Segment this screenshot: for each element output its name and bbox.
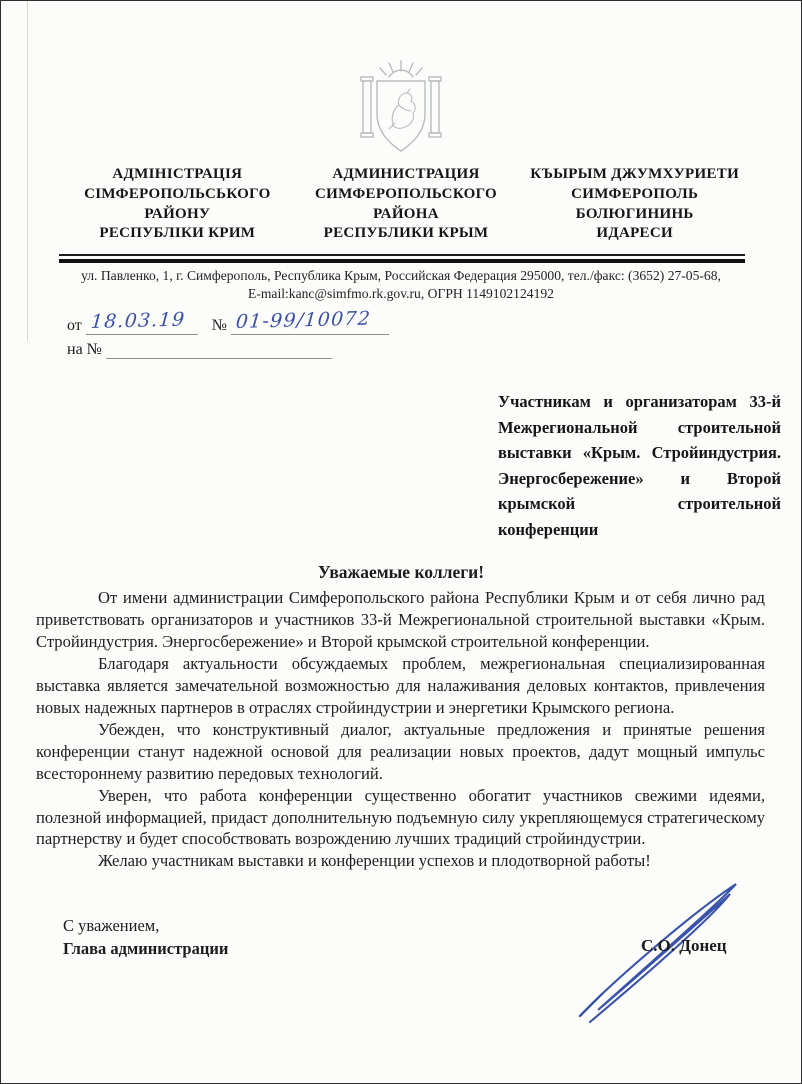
org-line: РАЙОНУ (144, 205, 211, 222)
org-line: КЪЫРЫМ ДЖУМХУРИЕТИ (530, 166, 740, 182)
signer-title: Глава администрации (63, 939, 229, 959)
scan-edge-artifact (27, 1, 28, 341)
addressee-block: Участникам и организаторам 33-й Межрегиональной строительной выставки «Крым. Стройиндустрия. Энергосбережение» и Второй крымской строительной конференции (498, 392, 781, 539)
letter-body (36, 587, 765, 872)
paragraph: Уверен, что работа конференции существенно обогатит участников свежими идеями, полезной информацией, придаст дополнительную подъемную силу укрепляющемуся стратегическому партнерству и будет способствовать возрождению лучших традиций стройиндустрии. (36, 785, 765, 849)
org-line: РЕСПУБЛИКИ КРЫМ (323, 225, 489, 242)
org-name-crimean-tatar (520, 165, 749, 244)
paragraph: Желаю участникам выставки и конференции успехов и плодотворной работы! (98, 851, 651, 871)
address-line-2: E-mail:kanc@simfmo.rk.gov.ru, ОГРН 1149102124192 (248, 286, 554, 302)
org-line: СИМФЕРОПОЛЬ (571, 185, 699, 202)
reply-field (106, 336, 332, 359)
right-column (429, 77, 441, 137)
divider-thin-line (59, 254, 745, 256)
org-line: СІМФЕРОПОЛЬСЬКОГО (84, 185, 271, 202)
contact-address (41, 267, 761, 303)
reference-block (67, 307, 407, 359)
signer-name: С.О. Донец (641, 936, 727, 956)
org-line: БОЛЮГИНИНЬ (575, 205, 694, 222)
org-name-russian (292, 165, 521, 244)
reply-label: на № (67, 341, 102, 359)
org-line: АДМИНИСТРАЦИЯ (332, 166, 480, 182)
org-line: АДМІНІСТРАЦІЯ (112, 166, 243, 182)
paragraph: От имени администрации Симферопольского района Республики Крым и от себя лично рад приветствовать организаторов и участников 33-й Межрегиональной строительной выставки «Крым. Стройиндустрия. Энергосбережение» и Второй крымской строительной конференции. (36, 588, 765, 652)
letterhead (63, 165, 749, 244)
outgoing-reference-row (67, 307, 407, 335)
org-line: РАЙОНА (373, 205, 439, 222)
number-label: № (211, 317, 228, 335)
letterhead-divider (59, 254, 745, 263)
address-line-1: ул. Павленко, 1, г. Симферополь, Республика Крым, Российская Федерация 295000, тел./факс: (3652) 27-05-68, (81, 268, 721, 284)
shield (377, 81, 425, 151)
paragraph: Благодаря актуальности обсуждаемых проблем, межрегиональная специализированная выставка является замечательной возможностью для налаживания деловых контактов, привлечения новых надежных партнеров в отраслях стройиндустрии и энергетики Крымского региона. (36, 654, 765, 717)
from-label: от (67, 317, 82, 335)
org-line: СИМФЕРОПОЛЬСКОГО (314, 185, 498, 202)
date-field (86, 308, 198, 335)
paragraph: Убежден, что конструктивный диалог, актуальные предложения и принятые решения конференции станут надежной основой для реализации новых проектов, дадут мощный импульс всестороннему развитию передовых технологий. (36, 719, 765, 783)
handwritten-date: 18.03.19 (89, 308, 186, 334)
sun-rays (380, 61, 422, 77)
org-line: ИДАРЕСИ (596, 225, 673, 242)
crimea-coat-of-arms-icon (1, 1, 801, 155)
left-column (361, 77, 373, 137)
signature-area (63, 914, 801, 1064)
griffin (389, 89, 415, 129)
divider-thick-line (59, 259, 745, 263)
handwritten-number: 01-99/10072 (235, 307, 372, 334)
number-field (231, 307, 389, 335)
org-name-ukrainian (63, 165, 292, 244)
salutation: Уважаемые коллеги! (317, 562, 485, 583)
reply-reference-row (67, 335, 407, 359)
closing-phrase: С уважением, (63, 916, 160, 936)
org-line: РЕСПУБЛІКИ КРИМ (99, 225, 256, 242)
